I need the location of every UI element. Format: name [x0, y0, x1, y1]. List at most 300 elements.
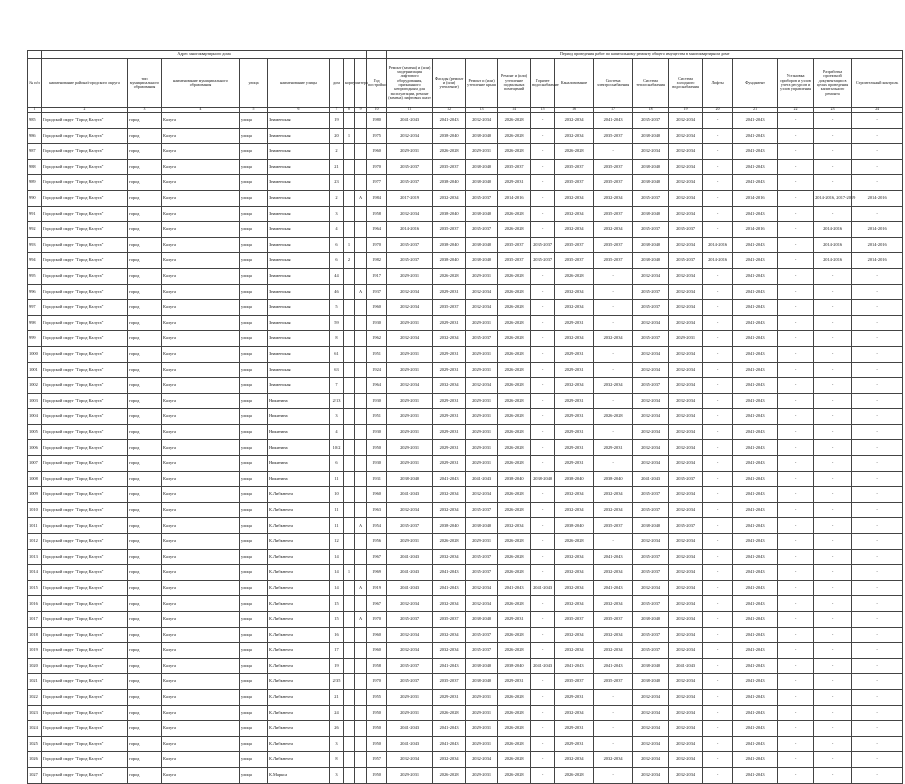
cell-korp	[344, 534, 355, 550]
cell-c24: -	[852, 346, 903, 362]
cell-korp: 1	[344, 237, 355, 253]
cell-c20: -	[703, 658, 733, 674]
cell-c23: -	[814, 175, 852, 191]
cell-c14: 2026-2028	[498, 549, 531, 565]
cell-mo: Калуга	[162, 440, 240, 456]
cell-c15: -	[531, 424, 555, 440]
cell-c21: 2041-2043	[733, 175, 778, 191]
cell-c23: -	[814, 471, 852, 487]
cell-c17: -	[594, 300, 633, 316]
cell-korp	[344, 409, 355, 425]
cell-c24: -	[852, 721, 903, 737]
cell-c23: -	[814, 502, 852, 518]
cell-c13: 2038-2040	[466, 518, 498, 534]
cell-korp	[344, 471, 355, 487]
cell-c21: 2041-2043	[733, 159, 778, 175]
cell-c12: 2029-2031	[433, 315, 466, 331]
cell-c11: 2029-2031	[387, 409, 433, 425]
cell-c18: 2038-2040	[633, 128, 669, 144]
cell-c16: 2032-2034	[555, 284, 594, 300]
cell-c13: 2041-2043	[466, 471, 498, 487]
cell-lit	[355, 206, 367, 222]
cell-year: 1970	[367, 612, 387, 628]
cell-c16: 2032-2034	[555, 705, 594, 721]
cell-c13: 2029-2031	[466, 268, 498, 284]
table-row	[28, 518, 903, 534]
cell-c12: 2029-2031	[433, 689, 466, 705]
cell-n: 1017	[28, 612, 42, 628]
cell-lit	[355, 674, 367, 690]
cell-korp	[344, 159, 355, 175]
cell-district: Городской округ "Город Калуга"	[42, 612, 128, 628]
cell-c23: -	[814, 643, 852, 659]
cell-st: улица	[240, 378, 268, 394]
cell-c13: 2029-2031	[466, 393, 498, 409]
cell-korp	[344, 393, 355, 409]
cell-mo: Калуга	[162, 471, 240, 487]
cell-type: город	[128, 113, 162, 129]
cell-c21: 2041-2043	[733, 300, 778, 316]
cell-c11: 2032-2034	[387, 300, 433, 316]
cell-district: Городской округ "Город Калуга"	[42, 736, 128, 752]
cell-c24: -	[852, 612, 903, 628]
cell-c23: -	[814, 346, 852, 362]
cell-c21: 2041-2043	[733, 518, 778, 534]
cell-c20: -	[703, 689, 733, 705]
cell-house: 23	[330, 175, 344, 191]
cell-korp: 2	[344, 253, 355, 269]
cell-c21: 2041-2043	[733, 534, 778, 550]
cell-c17: -	[594, 721, 633, 737]
cell-st: улица	[240, 190, 268, 206]
cell-c21: 2041-2043	[733, 346, 778, 362]
cell-korp	[344, 331, 355, 347]
cell-name: Никитина	[268, 440, 330, 456]
cell-c16: 2029-2031	[555, 721, 594, 737]
cell-c17: 2035-2037	[594, 237, 633, 253]
cell-mo: Калуга	[162, 456, 240, 472]
cell-c13: 2032-2034	[466, 300, 498, 316]
cell-c18: 2038-2040	[633, 612, 669, 628]
cell-c14: 2026-2028	[498, 315, 531, 331]
cell-c13: 2035-2037	[466, 627, 498, 643]
cell-c13: 2038-2040	[466, 128, 498, 144]
column-header: Установка приборов и узлов учета ресурсов и узлов управления	[778, 59, 814, 108]
cell-korp	[344, 721, 355, 737]
cell-c21: 2041-2043	[733, 362, 778, 378]
cell-st: улица	[240, 424, 268, 440]
cell-c16: 2035-2037	[555, 175, 594, 191]
cell-c13: 2029-2031	[466, 440, 498, 456]
cell-house: 46	[330, 284, 344, 300]
cell-c17: 2032-2034	[594, 565, 633, 581]
cell-c16: 2032-2034	[555, 113, 594, 129]
cell-c19: 2032-2034	[669, 565, 703, 581]
cell-c20: -	[703, 612, 733, 628]
cell-c22: -	[778, 300, 814, 316]
cell-c22: -	[778, 128, 814, 144]
cell-korp	[344, 705, 355, 721]
cell-c12: 2041-2043	[433, 736, 466, 752]
cell-mo: Калуга	[162, 674, 240, 690]
cell-type: город	[128, 362, 162, 378]
cell-year: 1977	[367, 175, 387, 191]
cell-c12: 2041-2043	[433, 471, 466, 487]
cell-c23: -	[814, 424, 852, 440]
cell-c20: -	[703, 752, 733, 768]
column-number: 19	[669, 108, 703, 113]
cell-c24: -	[852, 409, 903, 425]
cell-name: Знаменская	[268, 331, 330, 347]
cell-name: Никитина	[268, 456, 330, 472]
cell-year: 1970	[367, 159, 387, 175]
cell-house: 2	[330, 190, 344, 206]
cell-c13: 2029-2031	[466, 424, 498, 440]
cell-c19: 2032-2034	[669, 393, 703, 409]
cell-c23: -	[814, 159, 852, 175]
cell-name: Знаменская	[268, 253, 330, 269]
cell-c15: -	[531, 113, 555, 129]
cell-year: 1970	[367, 237, 387, 253]
cell-c11: 2029-2031	[387, 362, 433, 378]
cell-mo: Калуга	[162, 144, 240, 160]
cell-c22: -	[778, 580, 814, 596]
cell-lit	[355, 409, 367, 425]
cell-c23: -	[814, 113, 852, 129]
cell-c15: -	[531, 674, 555, 690]
cell-c15: -	[531, 612, 555, 628]
cell-mo: Калуга	[162, 689, 240, 705]
cell-c11: 2041-2043	[387, 580, 433, 596]
cell-mo: Калуга	[162, 487, 240, 503]
cell-n: 1025	[28, 736, 42, 752]
cell-c21: 2041-2043	[733, 284, 778, 300]
cell-c18: 2035-2037	[633, 190, 669, 206]
cell-district: Городской округ "Город Калуга"	[42, 331, 128, 347]
cell-lit	[355, 627, 367, 643]
cell-st: улица	[240, 175, 268, 191]
cell-c12: 2029-2031	[433, 440, 466, 456]
cell-house: 63	[330, 362, 344, 378]
cell-c15: -	[531, 643, 555, 659]
cell-house: 61	[330, 346, 344, 362]
cell-house: 24	[330, 705, 344, 721]
cell-st: улица	[240, 627, 268, 643]
cell-c17: 2032-2034	[594, 190, 633, 206]
cell-c13: 2038-2040	[466, 612, 498, 628]
cell-c11: 2038-2040	[387, 471, 433, 487]
cell-year: 1917	[367, 268, 387, 284]
column-number: 3	[128, 108, 162, 113]
cell-c13: 2035-2037	[466, 331, 498, 347]
cell-c24: -	[852, 487, 903, 503]
cell-korp	[344, 315, 355, 331]
cell-c22: -	[778, 440, 814, 456]
cell-type: город	[128, 767, 162, 783]
cell-n: 988	[28, 159, 42, 175]
cell-mo: Калуга	[162, 565, 240, 581]
header-group-row	[28, 51, 903, 59]
column-number: 14	[498, 108, 531, 113]
column-header: наименование муниципального образования	[162, 59, 240, 108]
cell-name: К.Либкнехта	[268, 565, 330, 581]
cell-name: Знаменская	[268, 268, 330, 284]
cell-c16: 2032-2034	[555, 128, 594, 144]
cell-house: 19	[330, 113, 344, 129]
cell-year: 1975	[367, 128, 387, 144]
cell-name: Знаменская	[268, 315, 330, 331]
cell-house: 15	[330, 612, 344, 628]
cell-c17: -	[594, 362, 633, 378]
cell-lit	[355, 144, 367, 160]
cell-korp	[344, 222, 355, 238]
cell-korp	[344, 284, 355, 300]
cell-c12: 2035-2037	[433, 222, 466, 238]
cell-c15: -	[531, 190, 555, 206]
table-row	[28, 689, 903, 705]
cell-st: улица	[240, 362, 268, 378]
cell-c15: -	[531, 144, 555, 160]
cell-c20: -	[703, 471, 733, 487]
cell-st: улица	[240, 752, 268, 768]
cell-c11: 2035-2037	[387, 518, 433, 534]
cell-c24: 2014-2016	[852, 190, 903, 206]
cell-lit	[355, 113, 367, 129]
cell-c19: 2041-2043	[669, 658, 703, 674]
cell-type: город	[128, 190, 162, 206]
cell-st: улица	[240, 534, 268, 550]
cell-c22: -	[778, 424, 814, 440]
cell-c14: 2026-2028	[498, 721, 531, 737]
cell-type: город	[128, 346, 162, 362]
cell-district: Городской округ "Город Калуга"	[42, 284, 128, 300]
cell-c22: -	[778, 534, 814, 550]
cell-c23: -	[814, 268, 852, 284]
cell-name: Знаменская	[268, 144, 330, 160]
cell-c16: 2032-2034	[555, 565, 594, 581]
cell-c23: -	[814, 378, 852, 394]
cell-mo: Калуга	[162, 113, 240, 129]
cell-type: город	[128, 331, 162, 347]
cell-house: 3	[330, 206, 344, 222]
cell-district: Городской округ "Город Калуга"	[42, 440, 128, 456]
cell-c18: 2038-2040	[633, 674, 669, 690]
cell-c14: 2026-2028	[498, 378, 531, 394]
cell-st: улица	[240, 565, 268, 581]
cell-c16: 2032-2034	[555, 487, 594, 503]
cell-c16: 2041-2043	[555, 658, 594, 674]
cell-district: Городской округ "Город Калуга"	[42, 424, 128, 440]
cell-c12: 2038-2040	[433, 206, 466, 222]
cell-c13: 2032-2034	[466, 378, 498, 394]
cell-st: улица	[240, 549, 268, 565]
cell-lit: А	[355, 518, 367, 534]
column-header: Разработка проектной документации в целях проведения капитального ремонта	[814, 59, 852, 108]
cell-c20: -	[703, 222, 733, 238]
cell-type: город	[128, 409, 162, 425]
table-row	[28, 424, 903, 440]
cell-c14: 2026-2028	[498, 128, 531, 144]
cell-c16: 2029-2031	[555, 440, 594, 456]
cell-c16: 2032-2034	[555, 378, 594, 394]
cell-year: 1960	[367, 300, 387, 316]
cell-c16: 2035-2037	[555, 159, 594, 175]
cell-n: 1010	[28, 502, 42, 518]
cell-year: 1950	[367, 440, 387, 456]
column-header: Ремонт и (или) утепление подвальных помещений	[498, 59, 531, 108]
cell-c14: 2026-2028	[498, 362, 531, 378]
cell-c11: 2029-2031	[387, 144, 433, 160]
cell-c13: 2029-2031	[466, 456, 498, 472]
cell-c20: -	[703, 331, 733, 347]
cell-c11: 2017-2019	[387, 190, 433, 206]
cell-c19: 2032-2034	[669, 378, 703, 394]
cell-type: город	[128, 175, 162, 191]
cell-c22: -	[778, 222, 814, 238]
cell-c19: 2032-2034	[669, 767, 703, 783]
cell-n: 995	[28, 268, 42, 284]
cell-c23: -	[814, 362, 852, 378]
cell-c12: 2032-2034	[433, 752, 466, 768]
cell-c17: -	[594, 689, 633, 705]
column-header: Система холодного водоснабжения	[669, 59, 703, 108]
cell-name: К.Либкнехта	[268, 596, 330, 612]
cell-lit	[355, 705, 367, 721]
cell-name: К.Либкнехта	[268, 643, 330, 659]
cell-mo: Калуга	[162, 549, 240, 565]
cell-c22: -	[778, 346, 814, 362]
cell-c14: 2026-2028	[498, 284, 531, 300]
cell-n: 998	[28, 315, 42, 331]
table-row	[28, 596, 903, 612]
cell-c13: 2038-2040	[466, 237, 498, 253]
cell-district: Городской округ "Город Калуга"	[42, 674, 128, 690]
cell-year: 1963	[367, 502, 387, 518]
cell-c17: -	[594, 736, 633, 752]
column-header: литера	[355, 59, 367, 108]
cell-mo: Калуга	[162, 705, 240, 721]
cell-n: 1006	[28, 440, 42, 456]
cell-c11: 2032-2034	[387, 128, 433, 144]
column-number: 6	[268, 108, 330, 113]
cell-c15: -	[531, 689, 555, 705]
cell-type: город	[128, 549, 162, 565]
cell-c15: -	[531, 378, 555, 394]
cell-c20: -	[703, 534, 733, 550]
cell-c18: 2035-2037	[633, 222, 669, 238]
cell-house: 14	[330, 549, 344, 565]
table-row	[28, 144, 903, 160]
cell-c14: 2026-2028	[498, 113, 531, 129]
cell-house: 6	[330, 456, 344, 472]
cell-korp	[344, 144, 355, 160]
column-header: Ремонт (замена) и (или) модернизация лифтового оборудования, признанного непригодным для эксплуатации, ремонт (замена) лифтовых шахт	[387, 59, 433, 108]
cell-c14: 2029-2031	[498, 674, 531, 690]
cell-c22: -	[778, 190, 814, 206]
cell-lit	[355, 549, 367, 565]
cell-c21: 2041-2043	[733, 144, 778, 160]
cell-house: 7	[330, 378, 344, 394]
cell-c12: 2029-2031	[433, 284, 466, 300]
cell-c24: 2014-2016	[852, 237, 903, 253]
cell-c22: -	[778, 268, 814, 284]
cell-n: 985	[28, 113, 42, 129]
cell-name: Знаменская	[268, 237, 330, 253]
cell-n: 1021	[28, 674, 42, 690]
cell-n: 1011	[28, 518, 42, 534]
cell-c14: 2041-2043	[498, 580, 531, 596]
cell-st: улица	[240, 596, 268, 612]
cell-c15: -	[531, 487, 555, 503]
table-row	[28, 284, 903, 300]
cell-c13: 2035-2037	[466, 222, 498, 238]
cell-c15: -	[531, 346, 555, 362]
cell-c13: 2035-2037	[466, 190, 498, 206]
cell-c24: -	[852, 159, 903, 175]
cell-year: 1962	[367, 331, 387, 347]
cell-c16: 2038-2040	[555, 518, 594, 534]
cell-n: 994	[28, 253, 42, 269]
header-group-period: Период проведения работ по капитальному ремонту общего имущества в многоквартирном доме	[387, 51, 903, 59]
cell-mo: Калуга	[162, 643, 240, 659]
cell-lit	[355, 315, 367, 331]
cell-c12: 2032-2034	[433, 596, 466, 612]
cell-c19: 2032-2034	[669, 268, 703, 284]
cell-lit	[355, 440, 367, 456]
cell-lit	[355, 424, 367, 440]
cell-c19: 2032-2034	[669, 300, 703, 316]
cell-c16: 2029-2031	[555, 424, 594, 440]
cell-house: 21	[330, 689, 344, 705]
cell-c18: 2038-2040	[633, 237, 669, 253]
cell-mo: Калуга	[162, 502, 240, 518]
cell-c14: 2026-2028	[498, 565, 531, 581]
table-row	[28, 705, 903, 721]
cell-c15: -	[531, 627, 555, 643]
cell-c24: -	[852, 752, 903, 768]
cell-mo: Калуга	[162, 596, 240, 612]
cell-lit	[355, 159, 367, 175]
cell-c11: 2029-2031	[387, 767, 433, 783]
cell-st: улица	[240, 144, 268, 160]
cell-st: улица	[240, 206, 268, 222]
cell-c11: 2032-2034	[387, 331, 433, 347]
cell-c17: 2035-2037	[594, 175, 633, 191]
column-header: Система электроснабжения	[594, 59, 633, 108]
cell-c12: 2041-2043	[433, 565, 466, 581]
cell-district: Городской округ "Город Калуга"	[42, 689, 128, 705]
cell-district: Городской округ "Город Калуга"	[42, 487, 128, 503]
cell-c14: 2026-2028	[498, 752, 531, 768]
cell-c12: 2035-2037	[433, 612, 466, 628]
cell-c11: 2032-2034	[387, 596, 433, 612]
cell-c15: -	[531, 222, 555, 238]
cell-name: Никитина	[268, 393, 330, 409]
cell-house: 6	[330, 237, 344, 253]
cell-n: 1020	[28, 658, 42, 674]
cell-c15: -	[531, 128, 555, 144]
cell-c20: -	[703, 736, 733, 752]
cell-lit	[355, 362, 367, 378]
cell-n: 1024	[28, 721, 42, 737]
cell-lit	[355, 767, 367, 783]
cell-house: 2/35	[330, 674, 344, 690]
cell-c16: 2029-2031	[555, 689, 594, 705]
cell-c15: -	[531, 736, 555, 752]
cell-c24: 2014-2016	[852, 253, 903, 269]
cell-house: 8	[330, 331, 344, 347]
cell-korp: 1	[344, 565, 355, 581]
